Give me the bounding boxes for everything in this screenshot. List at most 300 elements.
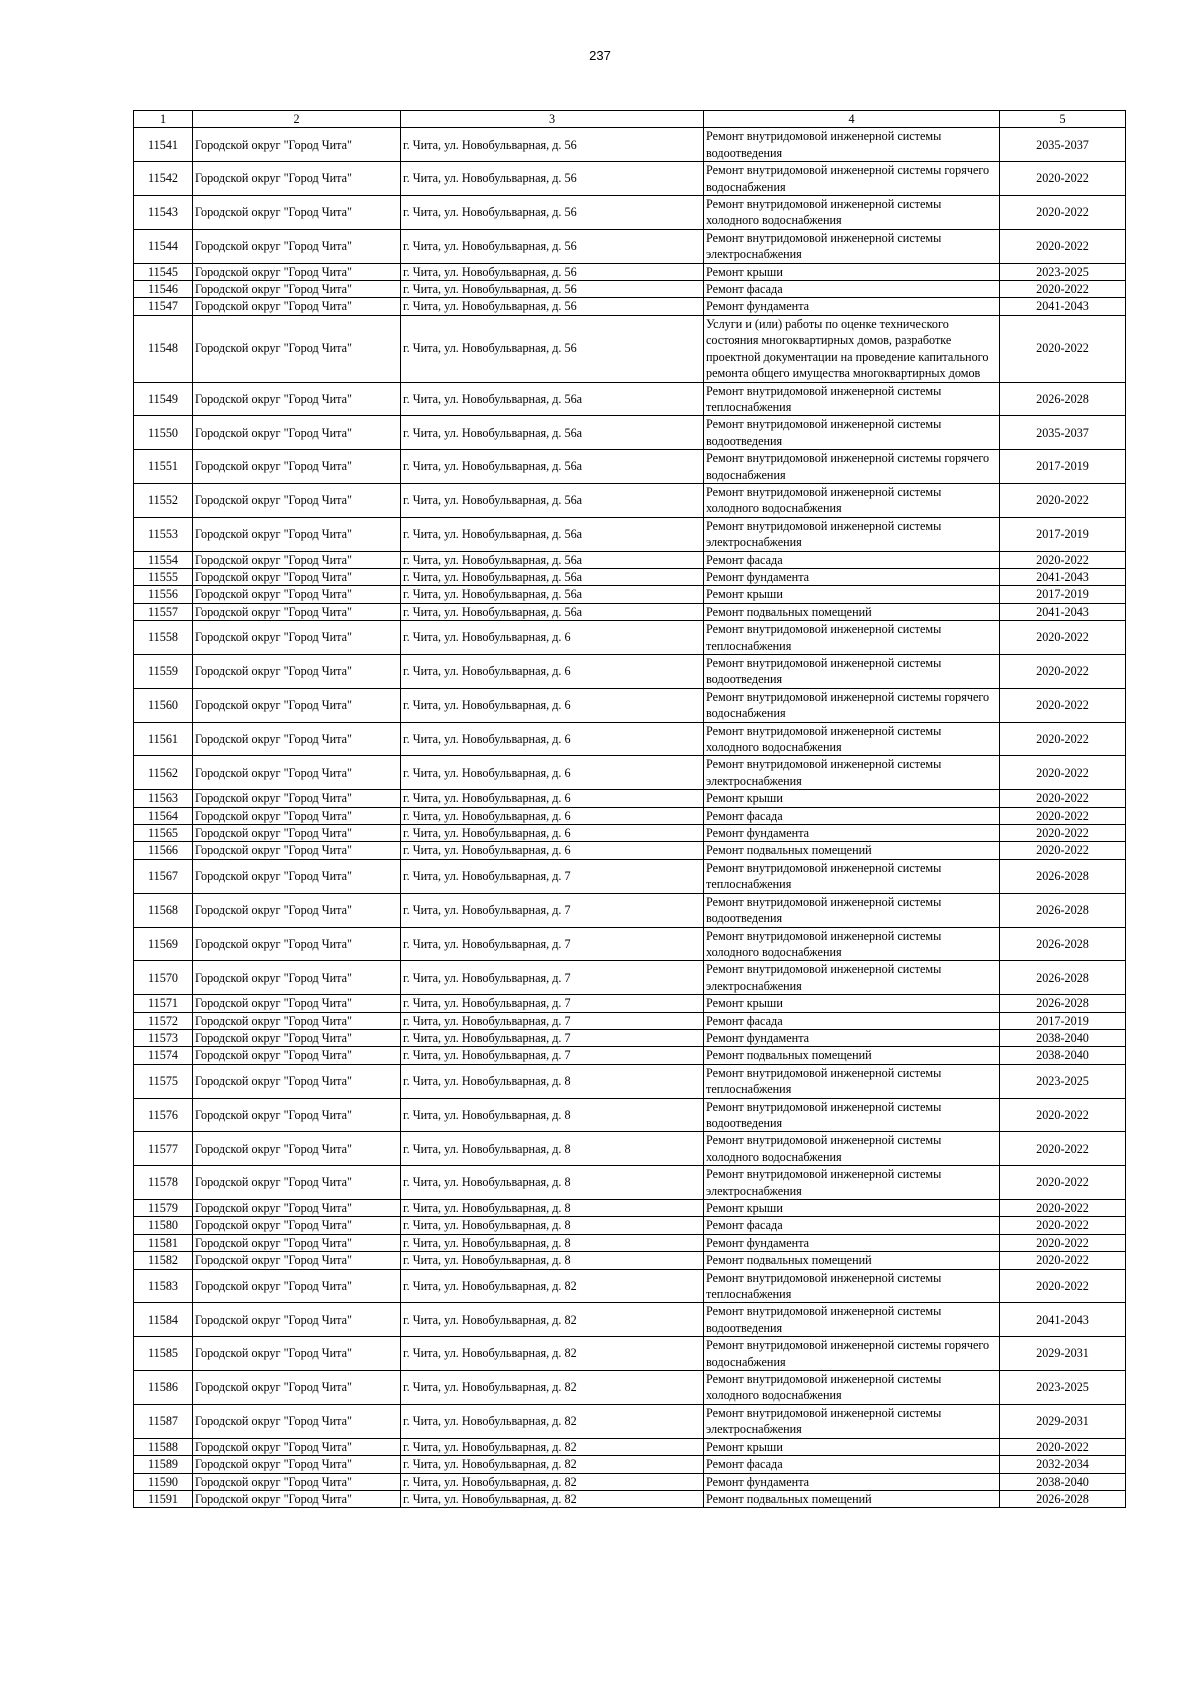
cell-row-number: 11557 bbox=[134, 603, 193, 620]
cell-address: г. Чита, ул. Новобульварная, д. 7 bbox=[401, 859, 704, 893]
cell-address: г. Чита, ул. Новобульварная, д. 82 bbox=[401, 1473, 704, 1490]
header-col-4: 4 bbox=[704, 111, 1000, 128]
cell-address: г. Чита, ул. Новобульварная, д. 7 bbox=[401, 1012, 704, 1029]
cell-row-number: 11541 bbox=[134, 128, 193, 162]
cell-period: 2020-2022 bbox=[1000, 1098, 1126, 1132]
cell-municipality: Городской округ "Город Чита" bbox=[193, 162, 401, 196]
cell-address: г. Чита, ул. Новобульварная, д. 8 bbox=[401, 1217, 704, 1234]
cell-address: г. Чита, ул. Новобульварная, д. 8 bbox=[401, 1098, 704, 1132]
cell-work-type: Ремонт фасада bbox=[704, 551, 1000, 568]
header-col-1: 1 bbox=[134, 111, 193, 128]
cell-municipality: Городской округ "Город Чита" bbox=[193, 551, 401, 568]
cell-period: 2020-2022 bbox=[1000, 1234, 1126, 1251]
cell-row-number: 11556 bbox=[134, 586, 193, 603]
cell-work-type: Ремонт внутридомовой инженерной системы теплоснабжения bbox=[704, 382, 1000, 416]
cell-work-type: Ремонт внутридомовой инженерной системы электроснабжения bbox=[704, 517, 1000, 551]
cell-address: г. Чита, ул. Новобульварная, д. 56а bbox=[401, 603, 704, 620]
cell-period: 2020-2022 bbox=[1000, 1269, 1126, 1303]
cell-municipality: Городской округ "Город Чита" bbox=[193, 1490, 401, 1507]
cell-work-type: Ремонт крыши bbox=[704, 586, 1000, 603]
table-row bbox=[134, 517, 1126, 551]
cell-period: 2020-2022 bbox=[1000, 1438, 1126, 1455]
cell-address: г. Чита, ул. Новобульварная, д. 6 bbox=[401, 722, 704, 756]
cell-work-type: Ремонт фасада bbox=[704, 1217, 1000, 1234]
table-row bbox=[134, 586, 1126, 603]
table-body bbox=[134, 128, 1126, 1508]
cell-period: 2020-2022 bbox=[1000, 551, 1126, 568]
cell-period: 2020-2022 bbox=[1000, 722, 1126, 756]
cell-municipality: Городской округ "Город Чита" bbox=[193, 1064, 401, 1098]
table-row bbox=[134, 128, 1126, 162]
cell-address: г. Чита, ул. Новобульварная, д. 6 bbox=[401, 621, 704, 655]
cell-period: 2020-2022 bbox=[1000, 1252, 1126, 1269]
cell-period: 2017-2019 bbox=[1000, 517, 1126, 551]
cell-period: 2020-2022 bbox=[1000, 790, 1126, 807]
cell-work-type: Ремонт фасада bbox=[704, 1456, 1000, 1473]
cell-municipality: Городской округ "Город Чита" bbox=[193, 927, 401, 961]
table-row bbox=[134, 1047, 1126, 1064]
cell-row-number: 11579 bbox=[134, 1200, 193, 1217]
cell-period: 2026-2028 bbox=[1000, 382, 1126, 416]
cell-municipality: Городской округ "Город Чита" bbox=[193, 1456, 401, 1473]
cell-row-number: 11580 bbox=[134, 1217, 193, 1234]
table-row bbox=[134, 1132, 1126, 1166]
cell-address: г. Чита, ул. Новобульварная, д. 56а bbox=[401, 450, 704, 484]
cell-period: 2020-2022 bbox=[1000, 1132, 1126, 1166]
cell-work-type: Ремонт фасада bbox=[704, 1012, 1000, 1029]
cell-work-type: Услуги и (или) работы по оценке технического состояния многоквартирных домов, разработке проектной документации на проведение капитального ремонта общего имущества многоквартирных домов bbox=[704, 315, 1000, 382]
cell-row-number: 11550 bbox=[134, 416, 193, 450]
cell-period: 2017-2019 bbox=[1000, 586, 1126, 603]
cell-period: 2023-2025 bbox=[1000, 1064, 1126, 1098]
cell-municipality: Городской округ "Город Чита" bbox=[193, 1029, 401, 1046]
cell-row-number: 11581 bbox=[134, 1234, 193, 1251]
table-row bbox=[134, 568, 1126, 585]
cell-address: г. Чита, ул. Новобульварная, д. 56а bbox=[401, 586, 704, 603]
table-row bbox=[134, 722, 1126, 756]
cell-row-number: 11586 bbox=[134, 1371, 193, 1405]
cell-municipality: Городской округ "Город Чита" bbox=[193, 621, 401, 655]
cell-address: г. Чита, ул. Новобульварная, д. 82 bbox=[401, 1456, 704, 1473]
cell-period: 2020-2022 bbox=[1000, 281, 1126, 298]
cell-address: г. Чита, ул. Новобульварная, д. 56а bbox=[401, 568, 704, 585]
cell-municipality: Городской округ "Город Чита" bbox=[193, 859, 401, 893]
cell-period: 2041-2043 bbox=[1000, 568, 1126, 585]
cell-row-number: 11582 bbox=[134, 1252, 193, 1269]
table-row bbox=[134, 807, 1126, 824]
cell-municipality: Городской округ "Город Чита" bbox=[193, 416, 401, 450]
header-col-5: 5 bbox=[1000, 111, 1126, 128]
cell-period: 2041-2043 bbox=[1000, 603, 1126, 620]
cell-period: 2026-2028 bbox=[1000, 995, 1126, 1012]
cell-address: г. Чита, ул. Новобульварная, д. 8 bbox=[401, 1252, 704, 1269]
cell-work-type: Ремонт внутридомовой инженерной системы горячего водоснабжения bbox=[704, 688, 1000, 722]
cell-row-number: 11566 bbox=[134, 842, 193, 859]
cell-period: 2020-2022 bbox=[1000, 1217, 1126, 1234]
cell-period: 2020-2022 bbox=[1000, 655, 1126, 689]
cell-row-number: 11544 bbox=[134, 229, 193, 263]
cell-row-number: 11576 bbox=[134, 1098, 193, 1132]
cell-work-type: Ремонт подвальных помещений bbox=[704, 603, 1000, 620]
cell-municipality: Городской округ "Город Чита" bbox=[193, 450, 401, 484]
cell-municipality: Городской округ "Город Чита" bbox=[193, 1371, 401, 1405]
table-row bbox=[134, 1404, 1126, 1438]
cell-municipality: Городской округ "Город Чита" bbox=[193, 756, 401, 790]
cell-row-number: 11546 bbox=[134, 281, 193, 298]
cell-row-number: 11549 bbox=[134, 382, 193, 416]
cell-work-type: Ремонт внутридомовой инженерной системы холодного водоснабжения bbox=[704, 483, 1000, 517]
cell-row-number: 11542 bbox=[134, 162, 193, 196]
cell-row-number: 11573 bbox=[134, 1029, 193, 1046]
cell-row-number: 11590 bbox=[134, 1473, 193, 1490]
table-row bbox=[134, 229, 1126, 263]
cell-period: 2029-2031 bbox=[1000, 1404, 1126, 1438]
cell-period: 2020-2022 bbox=[1000, 1166, 1126, 1200]
cell-municipality: Городской округ "Город Чита" bbox=[193, 1047, 401, 1064]
cell-period: 2023-2025 bbox=[1000, 1371, 1126, 1405]
cell-address: г. Чита, ул. Новобульварная, д. 6 bbox=[401, 807, 704, 824]
cell-row-number: 11584 bbox=[134, 1303, 193, 1337]
cell-municipality: Городской округ "Город Чита" bbox=[193, 1473, 401, 1490]
cell-municipality: Городской округ "Город Чита" bbox=[193, 825, 401, 842]
cell-work-type: Ремонт внутридомовой инженерной системы горячего водоснабжения bbox=[704, 450, 1000, 484]
cell-work-type: Ремонт подвальных помещений bbox=[704, 1490, 1000, 1507]
table-row bbox=[134, 551, 1126, 568]
cell-municipality: Городской округ "Город Чита" bbox=[193, 1252, 401, 1269]
cell-period: 2020-2022 bbox=[1000, 842, 1126, 859]
cell-municipality: Городской округ "Город Чита" bbox=[193, 298, 401, 315]
table-row bbox=[134, 483, 1126, 517]
cell-period: 2029-2031 bbox=[1000, 1337, 1126, 1371]
cell-row-number: 11548 bbox=[134, 315, 193, 382]
cell-row-number: 11561 bbox=[134, 722, 193, 756]
cell-row-number: 11578 bbox=[134, 1166, 193, 1200]
cell-address: г. Чита, ул. Новобульварная, д. 6 bbox=[401, 790, 704, 807]
table-row bbox=[134, 603, 1126, 620]
table-row bbox=[134, 416, 1126, 450]
table-row bbox=[134, 315, 1126, 382]
cell-row-number: 11568 bbox=[134, 893, 193, 927]
cell-period: 2026-2028 bbox=[1000, 859, 1126, 893]
cell-work-type: Ремонт фундамента bbox=[704, 298, 1000, 315]
cell-address: г. Чита, ул. Новобульварная, д. 7 bbox=[401, 1029, 704, 1046]
table-row bbox=[134, 450, 1126, 484]
header-row bbox=[134, 111, 1126, 128]
table-row bbox=[134, 281, 1126, 298]
cell-municipality: Городской округ "Город Чита" bbox=[193, 893, 401, 927]
table-row bbox=[134, 382, 1126, 416]
table-row bbox=[134, 1473, 1126, 1490]
cell-work-type: Ремонт внутридомовой инженерной системы водоотведения bbox=[704, 1303, 1000, 1337]
table-row bbox=[134, 790, 1126, 807]
cell-address: г. Чита, ул. Новобульварная, д. 7 bbox=[401, 1047, 704, 1064]
cell-address: г. Чита, ул. Новобульварная, д. 7 bbox=[401, 927, 704, 961]
cell-period: 2017-2019 bbox=[1000, 1012, 1126, 1029]
table-row bbox=[134, 842, 1126, 859]
cell-municipality: Городской округ "Город Чита" bbox=[193, 1337, 401, 1371]
cell-address: г. Чита, ул. Новобульварная, д. 6 bbox=[401, 756, 704, 790]
cell-period: 2020-2022 bbox=[1000, 825, 1126, 842]
cell-address: г. Чита, ул. Новобульварная, д. 56а bbox=[401, 517, 704, 551]
cell-work-type: Ремонт внутридомовой инженерной системы теплоснабжения bbox=[704, 1269, 1000, 1303]
cell-work-type: Ремонт крыши bbox=[704, 790, 1000, 807]
cell-work-type: Ремонт внутридомовой инженерной системы водоотведения bbox=[704, 128, 1000, 162]
cell-municipality: Городской округ "Город Чита" bbox=[193, 229, 401, 263]
cell-address: г. Чита, ул. Новобульварная, д. 56 bbox=[401, 263, 704, 280]
cell-period: 2041-2043 bbox=[1000, 1303, 1126, 1337]
cell-address: г. Чита, ул. Новобульварная, д. 56а bbox=[401, 483, 704, 517]
cell-row-number: 11555 bbox=[134, 568, 193, 585]
cell-work-type: Ремонт внутридомовой инженерной системы водоотведения bbox=[704, 893, 1000, 927]
table-row bbox=[134, 688, 1126, 722]
cell-work-type: Ремонт крыши bbox=[704, 1200, 1000, 1217]
table-row bbox=[134, 825, 1126, 842]
cell-row-number: 11591 bbox=[134, 1490, 193, 1507]
cell-period: 2032-2034 bbox=[1000, 1456, 1126, 1473]
table-row bbox=[134, 655, 1126, 689]
cell-municipality: Городской округ "Город Чита" bbox=[193, 1200, 401, 1217]
cell-municipality: Городской округ "Город Чита" bbox=[193, 1166, 401, 1200]
cell-municipality: Городской округ "Город Чита" bbox=[193, 722, 401, 756]
cell-municipality: Городской округ "Город Чита" bbox=[193, 1438, 401, 1455]
table-row bbox=[134, 995, 1126, 1012]
table-row bbox=[134, 1234, 1126, 1251]
cell-row-number: 11575 bbox=[134, 1064, 193, 1098]
cell-address: г. Чита, ул. Новобульварная, д. 82 bbox=[401, 1438, 704, 1455]
cell-address: г. Чита, ул. Новобульварная, д. 82 bbox=[401, 1490, 704, 1507]
cell-period: 2020-2022 bbox=[1000, 196, 1126, 230]
cell-row-number: 11565 bbox=[134, 825, 193, 842]
cell-work-type: Ремонт внутридомовой инженерной системы горячего водоснабжения bbox=[704, 1337, 1000, 1371]
cell-row-number: 11588 bbox=[134, 1438, 193, 1455]
cell-row-number: 11554 bbox=[134, 551, 193, 568]
cell-row-number: 11569 bbox=[134, 927, 193, 961]
table-row bbox=[134, 263, 1126, 280]
cell-municipality: Городской округ "Город Чита" bbox=[193, 688, 401, 722]
cell-period: 2020-2022 bbox=[1000, 162, 1126, 196]
cell-address: г. Чита, ул. Новобульварная, д. 56а bbox=[401, 416, 704, 450]
table-row bbox=[134, 1064, 1126, 1098]
cell-period: 2020-2022 bbox=[1000, 807, 1126, 824]
cell-municipality: Городской округ "Город Чита" bbox=[193, 1303, 401, 1337]
table-row bbox=[134, 1269, 1126, 1303]
cell-address: г. Чита, ул. Новобульварная, д. 8 bbox=[401, 1200, 704, 1217]
cell-work-type: Ремонт внутридомовой инженерной системы горячего водоснабжения bbox=[704, 162, 1000, 196]
cell-period: 2020-2022 bbox=[1000, 688, 1126, 722]
cell-work-type: Ремонт внутридомовой инженерной системы холодного водоснабжения bbox=[704, 1132, 1000, 1166]
cell-work-type: Ремонт внутридомовой инженерной системы электроснабжения bbox=[704, 1404, 1000, 1438]
cell-municipality: Городской округ "Город Чита" bbox=[193, 382, 401, 416]
cell-municipality: Городской округ "Город Чита" bbox=[193, 263, 401, 280]
cell-address: г. Чита, ул. Новобульварная, д. 56 bbox=[401, 196, 704, 230]
table-row bbox=[134, 1371, 1126, 1405]
cell-address: г. Чита, ул. Новобульварная, д. 8 bbox=[401, 1166, 704, 1200]
works-table bbox=[133, 110, 1126, 1508]
cell-address: г. Чита, ул. Новобульварная, д. 56 bbox=[401, 128, 704, 162]
table-row bbox=[134, 756, 1126, 790]
cell-period: 2038-2040 bbox=[1000, 1029, 1126, 1046]
table-row bbox=[134, 1012, 1126, 1029]
table-row bbox=[134, 1098, 1126, 1132]
table-row bbox=[134, 1217, 1126, 1234]
header-col-2: 2 bbox=[193, 111, 401, 128]
cell-work-type: Ремонт крыши bbox=[704, 1438, 1000, 1455]
page-number: 237 bbox=[589, 48, 611, 63]
cell-work-type: Ремонт внутридомовой инженерной системы водоотведения bbox=[704, 416, 1000, 450]
cell-address: г. Чита, ул. Новобульварная, д. 82 bbox=[401, 1337, 704, 1371]
cell-row-number: 11543 bbox=[134, 196, 193, 230]
cell-address: г. Чита, ул. Новобульварная, д. 6 bbox=[401, 688, 704, 722]
cell-row-number: 11587 bbox=[134, 1404, 193, 1438]
cell-municipality: Городской округ "Город Чита" bbox=[193, 483, 401, 517]
cell-work-type: Ремонт внутридомовой инженерной системы холодного водоснабжения bbox=[704, 722, 1000, 756]
cell-address: г. Чита, ул. Новобульварная, д. 6 bbox=[401, 842, 704, 859]
cell-row-number: 11560 bbox=[134, 688, 193, 722]
table-row bbox=[134, 162, 1126, 196]
cell-period: 2020-2022 bbox=[1000, 229, 1126, 263]
table-row bbox=[134, 1166, 1126, 1200]
cell-municipality: Городской округ "Город Чита" bbox=[193, 603, 401, 620]
cell-row-number: 11553 bbox=[134, 517, 193, 551]
cell-address: г. Чита, ул. Новобульварная, д. 56 bbox=[401, 315, 704, 382]
cell-address: г. Чита, ул. Новобульварная, д. 82 bbox=[401, 1404, 704, 1438]
cell-period: 2020-2022 bbox=[1000, 756, 1126, 790]
cell-work-type: Ремонт внутридомовой инженерной системы электроснабжения bbox=[704, 229, 1000, 263]
cell-address: г. Чита, ул. Новобульварная, д. 6 bbox=[401, 655, 704, 689]
cell-address: г. Чита, ул. Новобульварная, д. 56 bbox=[401, 229, 704, 263]
table-row bbox=[134, 927, 1126, 961]
table-row bbox=[134, 1438, 1126, 1455]
cell-period: 2017-2019 bbox=[1000, 450, 1126, 484]
cell-period: 2035-2037 bbox=[1000, 416, 1126, 450]
cell-row-number: 11570 bbox=[134, 961, 193, 995]
cell-work-type: Ремонт фундамента bbox=[704, 825, 1000, 842]
cell-municipality: Городской округ "Город Чита" bbox=[193, 655, 401, 689]
cell-municipality: Городской округ "Город Чита" bbox=[193, 586, 401, 603]
table-row bbox=[134, 1456, 1126, 1473]
cell-work-type: Ремонт внутридомовой инженерной системы электроснабжения bbox=[704, 1166, 1000, 1200]
cell-row-number: 11559 bbox=[134, 655, 193, 689]
table-row bbox=[134, 893, 1126, 927]
cell-address: г. Чита, ул. Новобульварная, д. 56а bbox=[401, 382, 704, 416]
cell-work-type: Ремонт крыши bbox=[704, 263, 1000, 280]
cell-municipality: Городской округ "Город Чита" bbox=[193, 568, 401, 585]
cell-work-type: Ремонт внутридомовой инженерной системы холодного водоснабжения bbox=[704, 1371, 1000, 1405]
cell-work-type: Ремонт подвальных помещений bbox=[704, 1252, 1000, 1269]
table-row bbox=[134, 196, 1126, 230]
cell-period: 2023-2025 bbox=[1000, 263, 1126, 280]
cell-address: г. Чита, ул. Новобульварная, д. 7 bbox=[401, 995, 704, 1012]
cell-address: г. Чита, ул. Новобульварная, д. 56а bbox=[401, 551, 704, 568]
cell-address: г. Чита, ул. Новобульварная, д. 8 bbox=[401, 1064, 704, 1098]
cell-row-number: 11562 bbox=[134, 756, 193, 790]
cell-period: 2026-2028 bbox=[1000, 927, 1126, 961]
table-row bbox=[134, 1337, 1126, 1371]
table-row bbox=[134, 961, 1126, 995]
cell-address: г. Чита, ул. Новобульварная, д. 7 bbox=[401, 893, 704, 927]
cell-work-type: Ремонт внутридомовой инженерной системы холодного водоснабжения bbox=[704, 927, 1000, 961]
cell-row-number: 11558 bbox=[134, 621, 193, 655]
cell-municipality: Городской округ "Город Чита" bbox=[193, 315, 401, 382]
cell-period: 2020-2022 bbox=[1000, 621, 1126, 655]
cell-work-type: Ремонт фундамента bbox=[704, 1234, 1000, 1251]
cell-period: 2026-2028 bbox=[1000, 961, 1126, 995]
cell-address: г. Чита, ул. Новобульварная, д. 8 bbox=[401, 1132, 704, 1166]
cell-row-number: 11547 bbox=[134, 298, 193, 315]
cell-municipality: Городской округ "Город Чита" bbox=[193, 517, 401, 551]
cell-work-type: Ремонт внутридомовой инженерной системы электроснабжения bbox=[704, 961, 1000, 995]
cell-period: 2020-2022 bbox=[1000, 315, 1126, 382]
cell-municipality: Городской округ "Город Чита" bbox=[193, 1217, 401, 1234]
cell-municipality: Городской округ "Город Чита" bbox=[193, 842, 401, 859]
cell-work-type: Ремонт фасада bbox=[704, 281, 1000, 298]
cell-period: 2020-2022 bbox=[1000, 483, 1126, 517]
cell-period: 2026-2028 bbox=[1000, 1490, 1126, 1507]
table-row bbox=[134, 859, 1126, 893]
cell-address: г. Чита, ул. Новобульварная, д. 6 bbox=[401, 825, 704, 842]
table-row bbox=[134, 1490, 1126, 1507]
cell-address: г. Чита, ул. Новобульварная, д. 82 bbox=[401, 1269, 704, 1303]
cell-work-type: Ремонт внутридомовой инженерной системы теплоснабжения bbox=[704, 1064, 1000, 1098]
cell-work-type: Ремонт крыши bbox=[704, 995, 1000, 1012]
cell-row-number: 11571 bbox=[134, 995, 193, 1012]
cell-municipality: Городской округ "Город Чита" bbox=[193, 1098, 401, 1132]
cell-municipality: Городской округ "Город Чита" bbox=[193, 281, 401, 298]
table-row bbox=[134, 1303, 1126, 1337]
cell-row-number: 11574 bbox=[134, 1047, 193, 1064]
cell-municipality: Городской округ "Город Чита" bbox=[193, 1132, 401, 1166]
cell-address: г. Чита, ул. Новобульварная, д. 7 bbox=[401, 961, 704, 995]
cell-row-number: 11589 bbox=[134, 1456, 193, 1473]
cell-address: г. Чита, ул. Новобульварная, д. 82 bbox=[401, 1371, 704, 1405]
cell-municipality: Городской округ "Город Чита" bbox=[193, 961, 401, 995]
table-row bbox=[134, 298, 1126, 315]
cell-work-type: Ремонт внутридомовой инженерной системы электроснабжения bbox=[704, 756, 1000, 790]
cell-row-number: 11583 bbox=[134, 1269, 193, 1303]
cell-work-type: Ремонт фундамента bbox=[704, 1029, 1000, 1046]
cell-municipality: Городской округ "Город Чита" bbox=[193, 128, 401, 162]
cell-municipality: Городской округ "Город Чита" bbox=[193, 807, 401, 824]
cell-municipality: Городской округ "Город Чита" bbox=[193, 1012, 401, 1029]
cell-work-type: Ремонт внутридомовой инженерной системы теплоснабжения bbox=[704, 621, 1000, 655]
cell-row-number: 11551 bbox=[134, 450, 193, 484]
cell-address: г. Чита, ул. Новобульварная, д. 8 bbox=[401, 1234, 704, 1251]
cell-municipality: Городской округ "Город Чита" bbox=[193, 995, 401, 1012]
cell-work-type: Ремонт подвальных помещений bbox=[704, 1047, 1000, 1064]
cell-address: г. Чита, ул. Новобульварная, д. 56 bbox=[401, 298, 704, 315]
cell-period: 2026-2028 bbox=[1000, 893, 1126, 927]
cell-municipality: Городской округ "Город Чита" bbox=[193, 1234, 401, 1251]
cell-period: 2041-2043 bbox=[1000, 298, 1126, 315]
table-row bbox=[134, 1252, 1126, 1269]
cell-row-number: 11545 bbox=[134, 263, 193, 280]
table-row bbox=[134, 1200, 1126, 1217]
cell-period: 2020-2022 bbox=[1000, 1200, 1126, 1217]
table-row bbox=[134, 1029, 1126, 1046]
cell-row-number: 11567 bbox=[134, 859, 193, 893]
cell-row-number: 11564 bbox=[134, 807, 193, 824]
cell-period: 2038-2040 bbox=[1000, 1047, 1126, 1064]
cell-row-number: 11572 bbox=[134, 1012, 193, 1029]
cell-work-type: Ремонт внутридомовой инженерной системы теплоснабжения bbox=[704, 859, 1000, 893]
table-row bbox=[134, 621, 1126, 655]
cell-row-number: 11577 bbox=[134, 1132, 193, 1166]
cell-municipality: Городской округ "Город Чита" bbox=[193, 1404, 401, 1438]
cell-row-number: 11563 bbox=[134, 790, 193, 807]
cell-work-type: Ремонт фундамента bbox=[704, 568, 1000, 585]
header-col-3: 3 bbox=[401, 111, 704, 128]
cell-municipality: Городской округ "Город Чита" bbox=[193, 196, 401, 230]
